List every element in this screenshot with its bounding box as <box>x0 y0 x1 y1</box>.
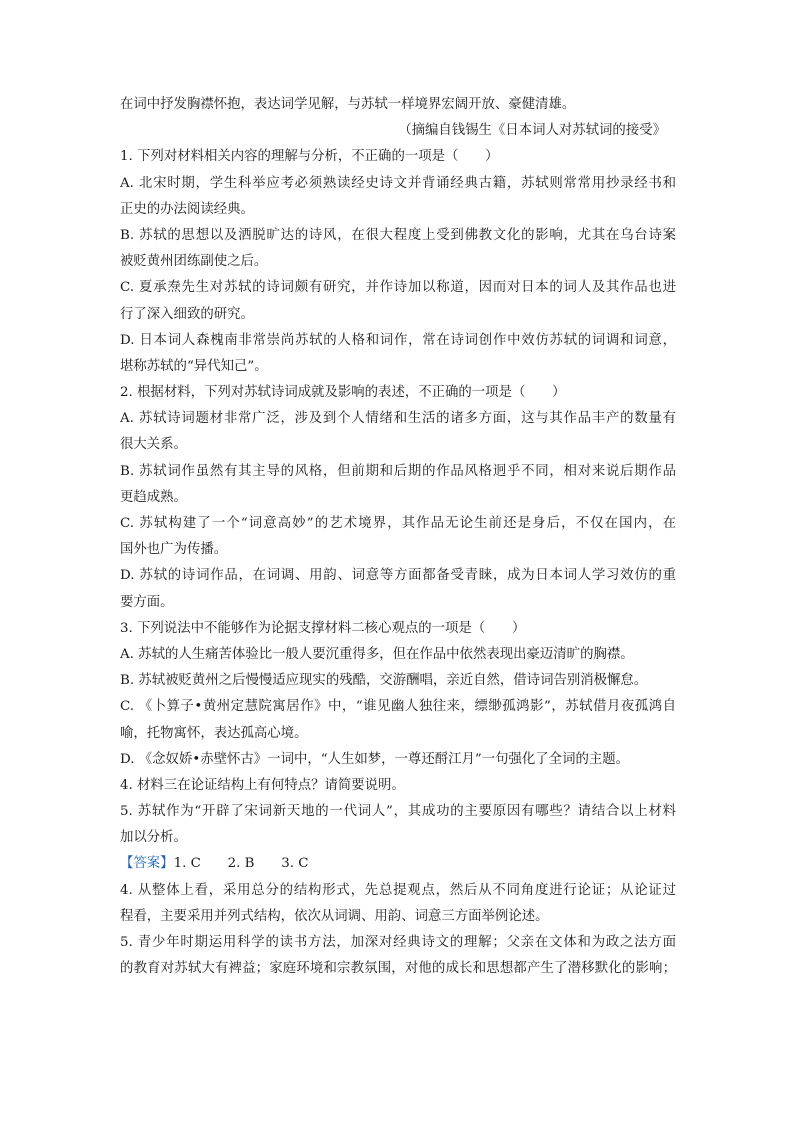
answer-tag: 【答案】 <box>120 856 174 872</box>
answer-section <box>120 851 676 982</box>
option-d: D. 苏轼的诗词作品，在词调、用韵、词意等方面都备受青睐，成为日本词人学习效仿的重 <box>120 568 676 584</box>
source-citation: （摘编自钱锡生《日本词人对苏轼词的接受》 <box>398 123 666 139</box>
option-a: A. 苏轼的人生痛苦体验比一般人要沉重得多，但在作品中依然表现出豪迈清旷的胸襟。 <box>120 646 634 662</box>
option-c-cont: 行了深入细致的研究。 <box>120 306 254 322</box>
answer-4: 4. 从整体上看，采用总分的结构形式，先总提观点，然后从不同角度进行论证；从论证过 <box>120 882 676 898</box>
option-c-cont: 喻，托物寓怀，表达孤高心境。 <box>120 725 308 741</box>
option-a-cont: 很大关系。 <box>120 437 187 453</box>
question-stem: 3. 下列说法中不能够作为论据支撑材料二核心观点的一项是（ ） <box>120 620 526 636</box>
question-stem: 1. 下列对材料相关内容的理解与分析，不正确的一项是（ ） <box>120 149 499 165</box>
option-b-cont: 更趋成熟。 <box>120 489 187 505</box>
answer-choices: 1. C 2. B 3. C <box>173 856 309 872</box>
question-stem-cont: 加以分析。 <box>120 830 187 846</box>
answer-4-cont: 程看，主要采用并列式结构，依次从词调、用韵、词意三方面举例论述。 <box>120 908 549 924</box>
intro-line: 在词中抒发胸襟怀抱，表达词学见解，与苏轼一样境界宏阔开放、豪健清雄。 <box>120 97 576 112</box>
option-c: C. 苏轼构建了一个“词意高妙”的艺术境界，其作品无论生前还是身后，不仅在国内，在 <box>120 516 676 531</box>
option-d-cont: 要方面。 <box>120 594 174 610</box>
question-stem: 4. 材料三在论证结构上有何特点？请简要说明。 <box>120 777 405 793</box>
document-page <box>120 92 676 982</box>
question-4 <box>120 773 676 799</box>
question-5 <box>120 799 676 851</box>
option-d: D. 《念奴娇•赤壁怀古》一词中，“人生如梦，一尊还酹江月”一句强化了全词的主题。 <box>120 751 630 767</box>
option-c: C. 夏承焘先生对苏轼的诗词颇有研究，并作诗加以称道，因而对日本的词人及其作品也进 <box>120 280 676 296</box>
question-1 <box>120 144 676 380</box>
option-b: B. 苏轼词作虽然有其主导的风格，但前期和后期的作品风格迥乎不同，相对来说后期作品 <box>120 463 676 479</box>
option-c-cont: 国外也广为传播。 <box>120 542 228 558</box>
option-c: C. 《卜算子•黄州定慧院寓居作》中，“谁见幽人独往来，缥缈孤鸿影”，苏轼借月夜孤鸿自 <box>120 699 676 715</box>
question-stem: 5. 苏轼作为“开辟了宋词新天地的一代词人”，其成功的主要原因有哪些？请结合以上材料 <box>120 804 676 820</box>
option-b: B. 苏轼的思想以及洒脱旷达的诗风，在很大程度上受到佛教文化的影响，尤其在乌台诗案 <box>120 227 676 243</box>
option-a: A. 苏轼诗词题材非常广泛，涉及到个人情绪和生活的诸多方面，这与其作品丰产的数量有 <box>120 411 676 427</box>
option-a-cont: 正史的办法阅读经典。 <box>120 201 254 217</box>
option-b-cont: 被贬黄州团练副使之后。 <box>120 254 268 270</box>
option-b: B. 苏轼被贬黄州之后慢慢适应现实的残酷，交游酬唱，亲近自然，借诗词告别消极懈怠。 <box>120 673 648 689</box>
answer-5: 5. 青少年时期运用科学的读书方法，加深对经典诗文的理解；父亲在文体和为政之法方面 <box>120 935 676 950</box>
option-d: D. 日本词人森槐南非常崇尚苏轼的人格和词作，常在诗词创作中效仿苏轼的词调和词意， <box>120 332 676 348</box>
question-stem: 2. 根据材料，下列对苏轼诗词成就及影响的表述，不正确的一项是（ ） <box>120 385 566 401</box>
question-3 <box>120 616 676 773</box>
option-d-cont: 堪称苏轼的“异代知己”。 <box>120 358 268 374</box>
answer-5-cont: 的教育对苏轼大有裨益；家庭环境和宗教氛围，对他的成长和思想都产生了潜移默化的影响； <box>120 961 676 977</box>
question-2 <box>120 380 676 616</box>
answer-choices-line <box>120 851 676 877</box>
option-a: A. 北宋时期，学生科举应考必须熟读经史诗文并背诵经典古籍，苏轼则常常用抄录经书和 <box>120 175 676 191</box>
